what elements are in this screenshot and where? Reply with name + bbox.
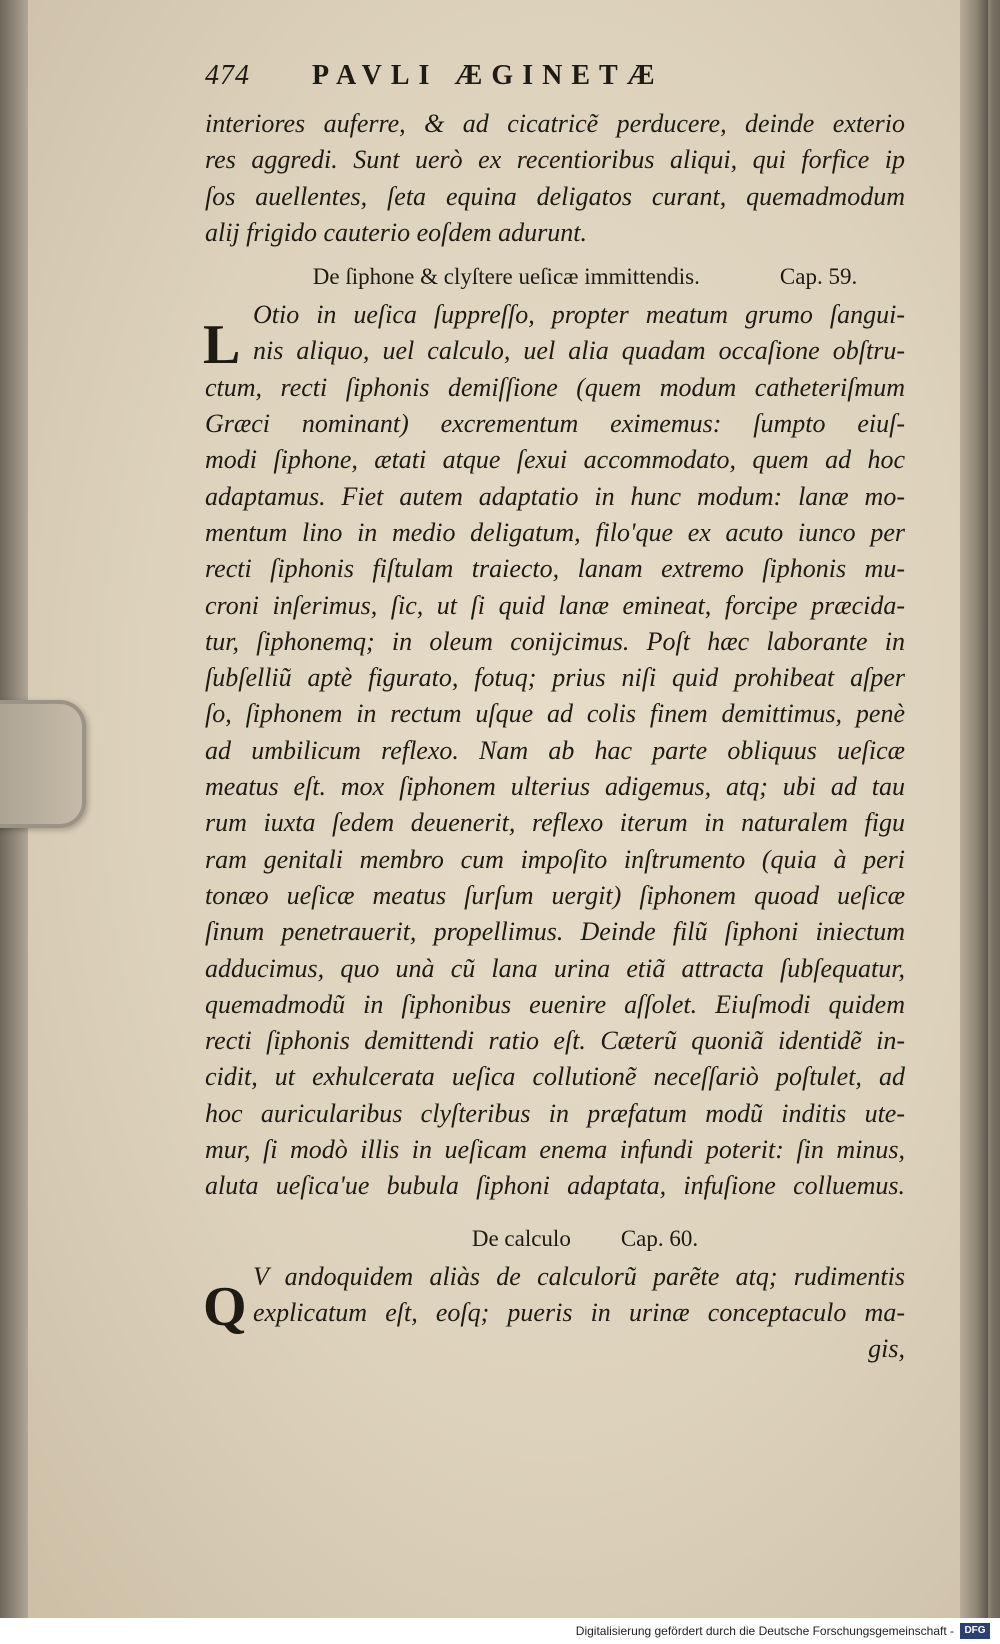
text-line: ram genitali membro cum impoſito inſtrumento (quia à peri bbox=[205, 844, 905, 874]
text-line: V andoquidem aliàs de calculorũ parẽte atq; rudimentis bbox=[253, 1261, 905, 1291]
chapter-60-body bbox=[205, 1259, 905, 1368]
text-line: ad umbilicum reflexo. Nam ab hac parte obliquus ueſicæ bbox=[205, 735, 905, 765]
page-edge bbox=[960, 0, 988, 1618]
text-line: adaptamus. Fiet autem adaptatio in hunc modum: lanæ mo- bbox=[205, 481, 905, 511]
text-line: ſubſelliũ aptè figurato, fotuq; prius niſi quid prohibeat aſper bbox=[205, 663, 905, 693]
chapter-59-heading bbox=[205, 257, 905, 297]
text-line: Græci nominant) excrementum eximemus: ſumpto eiuſ- bbox=[205, 409, 905, 439]
digitization-footer bbox=[0, 1618, 1000, 1644]
text-line: cidit, ut exhulcerata ueſica collutionẽ neceſſariò poſtulet, ad bbox=[205, 1062, 905, 1092]
text-line: tonæo ueſicæ meatus ſurſum uergit) ſiphonem quoad ueſicæ bbox=[205, 880, 905, 910]
text-line: modi ſiphone, ætati atque ſexui accommodato, quem ad hoc bbox=[205, 445, 905, 475]
page-number: 474 bbox=[205, 60, 250, 91]
page-header bbox=[205, 60, 905, 106]
text-line: ſo, ſiphonem in rectum uſque ad colis finem demittimus, penè bbox=[205, 699, 905, 729]
text-line: tur, ſiphonemq; in oleum conijcimus. Poſt hæc laborante in bbox=[205, 626, 905, 656]
dfg-logo: DFG bbox=[960, 1623, 990, 1639]
text-line: Otio in ueſica ſuppreſſo, propter meatum grumo ſangui- bbox=[253, 300, 905, 330]
text-line: ctum, recti ſiphonis demiſſione (quem modum catheteriſmum bbox=[205, 372, 905, 402]
text-line: aluta ueſica'ue bubula ſiphoni adaptata, infuſione colluemus. bbox=[205, 1171, 905, 1201]
intro-paragraph bbox=[205, 106, 905, 251]
text-line: explicatum eſt, eoſq; pueris in urinæ conceptaculo ma- bbox=[253, 1297, 905, 1327]
text-line: res aggredi. Sunt uerò ex recentioribus aliqui, qui forfice ip bbox=[205, 145, 905, 175]
text-line: mentum lino in medio deligatum, filo'que ex acuto iunco per bbox=[205, 517, 905, 547]
text-line: ſinum penetrauerit, propellimus. Deinde filũ ſiphoni iniectum bbox=[205, 917, 905, 947]
chapter-number: Cap. 60. bbox=[620, 1225, 699, 1251]
drop-cap-initial: L bbox=[203, 314, 241, 377]
text-line: ſos auellentes, ſeta equina deligatos curant, quemadmodum bbox=[205, 181, 905, 211]
bookmark-clip bbox=[0, 700, 86, 828]
text-line: interiores auferre, & ad cicatricẽ perducere, deinde exterio bbox=[205, 109, 905, 138]
text-line: meatus eſt. mox ſiphonem ulterius adigemus, atq; ubi ad tau bbox=[205, 772, 905, 802]
funding-credit: Digitalisierung gefördert durch die Deutsche Forschungsgemeinschaft - bbox=[575, 1624, 954, 1638]
text-block bbox=[205, 60, 905, 1368]
catchword: gis, bbox=[868, 1334, 905, 1364]
chapter-60-heading bbox=[205, 1219, 905, 1259]
text-line: nis aliquo, uel calculo, uel alia quadam occaſione obſtru- bbox=[253, 336, 905, 366]
text-line: rum iuxta ſedem deuenerit, reflexo iterum in naturalem figu bbox=[205, 808, 905, 838]
text-line: hoc auricularibus clyſteribus in præfatum modũ inditis ute- bbox=[205, 1098, 905, 1128]
text-line: recti ſiphonis fiſtulam traiecto, lanam extremo ſiphonis mu- bbox=[205, 554, 905, 584]
running-head: PAVLI ÆGINETÆ bbox=[312, 60, 664, 91]
chapter-title: De ſiphone & clyſtere ueſicæ immittendis. bbox=[312, 264, 700, 290]
chapter-59-body bbox=[205, 297, 905, 1204]
text-line: adducimus, quo unà cũ lana urina etiã attracta ſubſequatur, bbox=[205, 953, 905, 983]
text-line: alij frigido cauterio eoſdem adurunt. bbox=[205, 217, 588, 247]
text-line: mur, ſi modò illis in ueſicam enema infundi poterit: ſin minus, bbox=[205, 1135, 905, 1165]
chapter-number: Cap. 59. bbox=[779, 264, 858, 290]
text-line: quemadmodũ in ſiphonibus euenire aſſolet. Eiuſmodi quidem bbox=[205, 989, 905, 1019]
text-line: recti ſiphonis demittendi ratio eſt. Cæterũ quoniã identidẽ in- bbox=[205, 1026, 905, 1056]
drop-cap-initial: Q bbox=[203, 1275, 247, 1338]
text-line: croni inſerimus, ſic, ut ſi quid lanæ emineat, forcipe præcida- bbox=[205, 590, 905, 620]
chapter-title: De calculo bbox=[471, 1225, 571, 1251]
